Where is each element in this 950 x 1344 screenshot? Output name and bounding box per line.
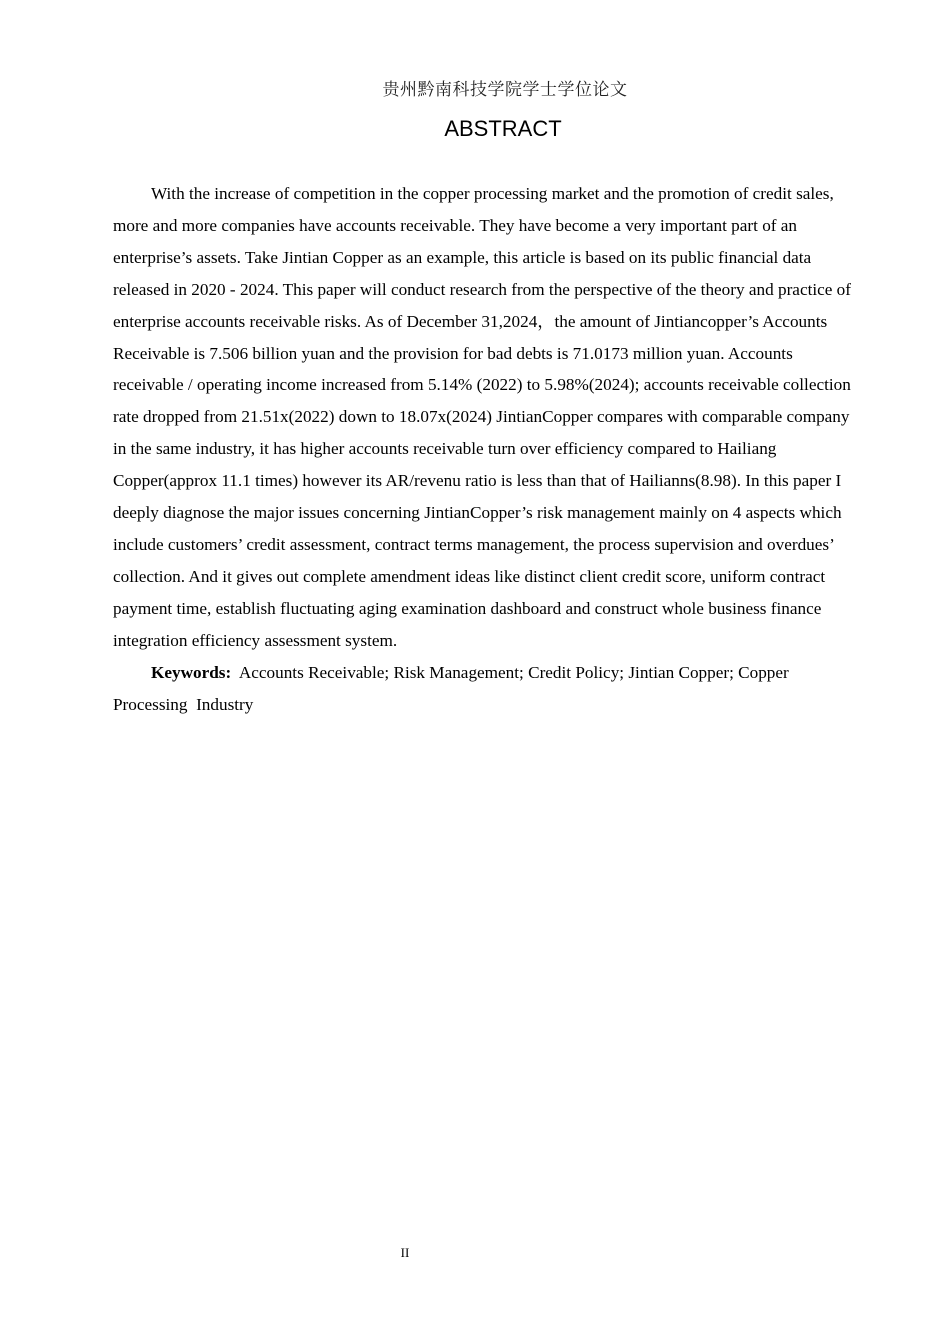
running-header: 贵州黔南科技学院学士学位论文 xyxy=(382,80,628,100)
keywords-text: Accounts Receivable; Risk Management; Credit Policy; Jintian Copper; Copper Processing Industry xyxy=(113,662,798,714)
page-number: II xyxy=(400,1245,410,1260)
abstract-title: ABSTRACT xyxy=(444,116,562,141)
abstract-paragraph: With the increase of competition in the copper processing market and the promotion of credit sales, more and more companies have accounts receivable. They have become a very important part of an enterprise’s assets. Take Jintian Copper as an example, this article is based on its public financial data released in 2020 - 2024. This paper will conduct research from the perspective of the theory and practice of enterprise accounts receivable risks. As of December 31,2024，the amount of Jintiancopper’s Accounts Receivable is 7.506 billion yuan and the provision for bad debts is 71.0173 million yuan. Accounts receivable / operating income increased from 5.14% (2022) to 5.98%(2024); accounts receivable collection rate dropped from 21.51x(2022) down to 18.07x(2024) JintianCopper compares with comparable company in the same industry, it has higher accounts receivable turn over efficiency compared to Hailiang Copper(approx 11.1 times) however its AR/revenu ratio is less than that of Hailianns(8.98). In this paper I deeply diagnose the major issues concerning JintianCopper’s risk management mainly on 4 aspects which include customers’ credit assessment, contract terms management, the process supervision and overdues’ collection. And it gives out complete amendment ideas like distinct client credit score, uniform contract payment time, establish fluctuating aging examination dashboard and construct whole business finance integration efficiency assessment system. xyxy=(113,184,851,650)
keywords-paragraph xyxy=(113,657,861,721)
keywords-label: Keywords: xyxy=(151,662,232,682)
abstract-body xyxy=(113,178,861,720)
